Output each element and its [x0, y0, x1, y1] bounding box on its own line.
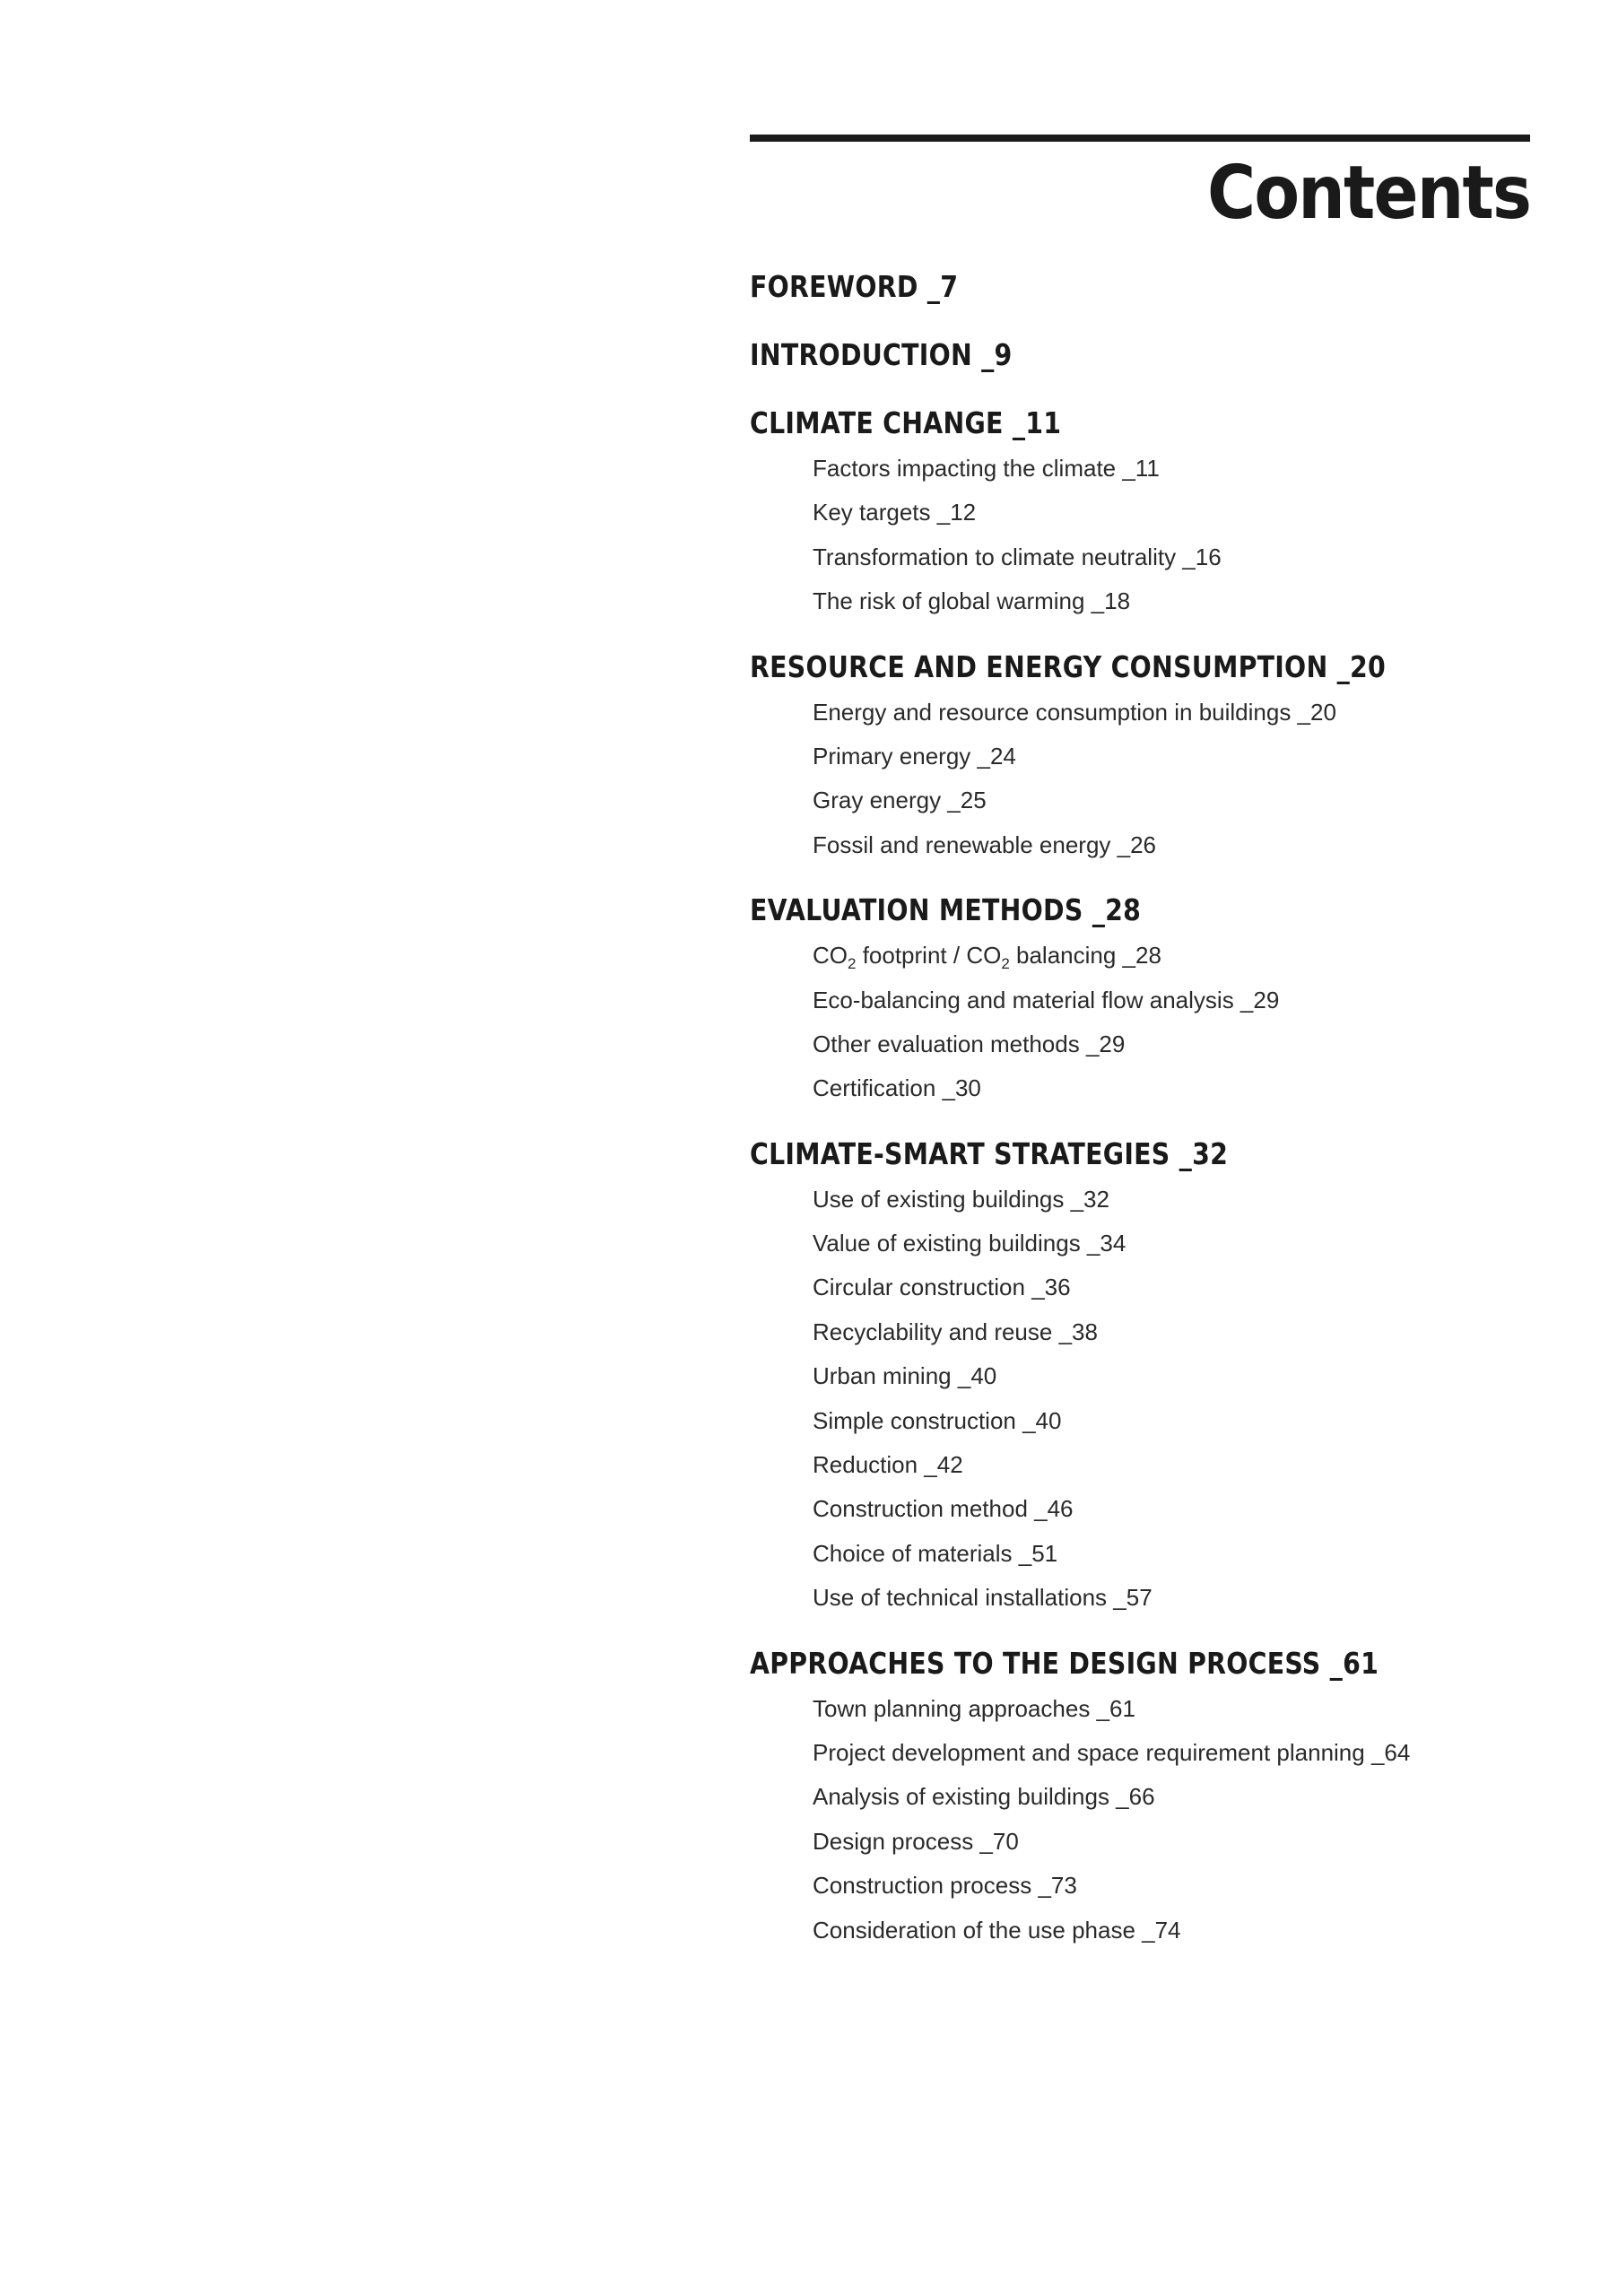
toc-section-heading[interactable]: FOREWORD _7	[750, 269, 959, 304]
toc-subsection-list	[750, 1178, 1539, 1621]
toc-subsection-item[interactable]: Primary energy _24	[813, 742, 1016, 770]
toc-subsection-item[interactable]: Use of existing buildings _32	[813, 1185, 1109, 1213]
toc-subsection-item[interactable]: Value of existing buildings _34	[813, 1230, 1127, 1257]
toc-subsection-item[interactable]: Certification _30	[813, 1074, 981, 1102]
toc-subsection-item[interactable]: Project development and space requirement planning _64	[813, 1738, 1411, 1766]
toc-section-heading[interactable]: APPROACHES TO THE DESIGN PROCESS _61	[750, 1645, 1379, 1681]
toc-subsection-item[interactable]: Choice of materials _51	[813, 1539, 1058, 1567]
table-of-contents	[750, 267, 1539, 1976]
toc-section-heading[interactable]: INTRODUCTION _9	[750, 337, 1013, 372]
toc-subsection-list	[750, 691, 1539, 868]
toc-subsection-list	[750, 447, 1539, 624]
toc-subsection-item[interactable]: Simple construction _40	[813, 1406, 1062, 1434]
toc-subsection-list	[750, 934, 1539, 1111]
toc-subsection-item[interactable]: Reduction _42	[813, 1451, 963, 1479]
toc-section-heading[interactable]: EVALUATION METHODS _28	[750, 892, 1142, 928]
toc-section	[750, 267, 1539, 307]
toc-section-heading[interactable]: RESOURCE AND ENERGY CONSUMPTION _20	[750, 648, 1387, 684]
toc-section	[750, 1135, 1539, 1621]
toc-section-heading[interactable]: CLIMATE-SMART STRATEGIES _32	[750, 1135, 1229, 1171]
toc-section	[750, 891, 1539, 1111]
toc-subsection-item[interactable]: Fossil and renewable energy _26	[813, 831, 1157, 858]
toc-subsection-item[interactable]: Construction method _46	[813, 1495, 1074, 1523]
toc-section	[750, 1644, 1539, 1952]
toc-section	[750, 335, 1539, 375]
toc-subsection-list	[750, 1687, 1539, 1952]
toc-subsection-item[interactable]: Recyclability and reuse _38	[813, 1318, 1098, 1345]
toc-subsection-item[interactable]: Use of technical installations _57	[813, 1584, 1153, 1612]
toc-subsection-item[interactable]: Circular construction _36	[813, 1274, 1071, 1301]
toc-subsection-item[interactable]: Town planning approaches _61	[813, 1694, 1135, 1722]
toc-subsection-item[interactable]: The risk of global warming _18	[813, 587, 1131, 615]
toc-subsection-item[interactable]: Transformation to climate neutrality _16	[813, 543, 1222, 570]
toc-subsection-item[interactable]: Eco-balancing and material flow analysis _29	[813, 986, 1280, 1013]
page-title: Contents	[1206, 151, 1530, 236]
toc-section	[750, 648, 1539, 868]
top-rule	[750, 135, 1530, 142]
toc-subsection-item[interactable]: Key targets _12	[813, 499, 977, 526]
toc-subsection-item[interactable]: Design process _70	[813, 1827, 1019, 1855]
toc-subsection-item[interactable]: Factors impacting the climate _11	[813, 455, 1160, 482]
toc-subsection-item[interactable]: $CO_2$ footprint / $CO_2$ balancing _28	[813, 942, 1161, 973]
toc-subsection-item[interactable]: Analysis of existing buildings _66	[813, 1783, 1155, 1811]
toc-subsection-item[interactable]: Consideration of the use phase _74	[813, 1916, 1181, 1944]
toc-subsection-item[interactable]: Energy and resource consumption in buildings _20	[813, 698, 1336, 726]
toc-subsection-item[interactable]: Other evaluation methods _29	[813, 1030, 1126, 1057]
toc-subsection-item[interactable]: Construction process _73	[813, 1872, 1077, 1900]
toc-section-heading[interactable]: CLIMATE CHANGE _11	[750, 405, 1062, 440]
toc-section	[750, 404, 1539, 624]
toc-subsection-item[interactable]: Urban mining _40	[813, 1362, 997, 1390]
toc-subsection-item[interactable]: Gray energy _25	[813, 787, 987, 814]
